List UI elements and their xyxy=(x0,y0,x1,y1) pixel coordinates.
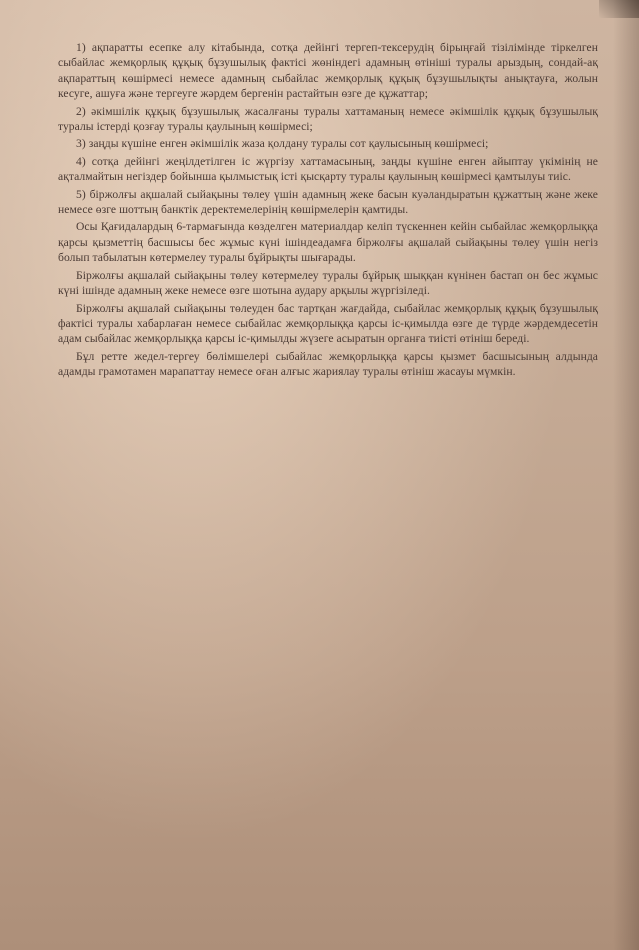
list-item-1: 1) ақпаратты есепке алу кітабында, сотқа дейінгі тергеп-тексерудің бірыңғай тізілімінде тіркелген сыбайлас жемқорлық құқық бұзушылық фактісі жөніндегі адамның өтініші туралы арыздың, сондай-ақ ақпараттың көшірмесі немесе адамның сыбайлас жемқорлық құқық бұзушылықты анықтауға, жолын кесуге, ашуға және тергеуге жәрдем бергенін растайтын өзге де құжаттар; xyxy=(58,41,598,101)
paragraph-materials-received: Осы Қағидалардың 6-тармағында көзделген материалдар келіп түскеннен кейін сыбайлас жемқорлыққа қарсы қызметтің басшысы бес жұмыс күні ішіндеадамға біржолғы ақшалай сыйақыны төлеу үшін негіз болып табылатын көтермелеу туралы бұйрықты шығарады. xyxy=(58,220,598,265)
page-edge-shadow xyxy=(613,0,639,950)
paragraph-commendation: Бұл ретте жедел-тергеу бөлімшелері сыбайлас жемқорлыққа қарсы қызмет басшысының алдында адамды грамотамен марапаттау немесе оған алғыс жариялау туралы өтініш жасауы мүмкін. xyxy=(58,349,598,379)
list-item-5: 5) біржолғы ақшалай сыйақыны төлеу үшін адамның жеке басын куәландыратын құжаттың және жеке немесе өзге шоттың банктік деректемелерінің көшірмелерін қамтиды. xyxy=(58,187,598,217)
paragraph-refusal: Біржолғы ақшалай сыйақыны төлеуден бас тартқан жағдайда, сыбайлас жемқорлық құқық бұзушылық фактісі туралы хабарлаған немесе сыбайлас жемқорлыққа қарсы іс-қимылда өзге де түрде жәрдемдесетін адам сыбайлас жемқорлыққа қарсы іс-қимылды жүзеге асыратын органға тиісті өтініш береді. xyxy=(58,301,598,346)
list-item-3: 3) заңды күшіне енген әкімшілік жаза қолдану туралы сот қаулысының көшірмесі; xyxy=(76,137,489,151)
document-body xyxy=(58,40,598,382)
paragraph-payment-procedure: Біржолғы ақшалай сыйақыны төлеу көтермелеу туралы бұйрық шыққан күнінен бастап он бес жұмыс күні ішінде адамның жеке немесе өзге шотына аудару арқылы жүргізіледі. xyxy=(58,268,598,298)
list-item-2: 2) әкімшілік құқық бұзушылық жасалғаны туралы хаттаманың немесе әкімшілік құқық бұзушылық туралы істерді қозғау туралы қаулының көшірмесі; xyxy=(58,104,598,134)
list-item-4: 4) сотқа дейінгі жеңілдетілген іс жүргізу хаттамасының, заңды күшіне енген айыптау үкімінің не ақталмайтын негіздер бойынша қылмыстық істі қысқарту туралы қаулының көшірмесі қамтылуы тиіс. xyxy=(58,154,598,184)
